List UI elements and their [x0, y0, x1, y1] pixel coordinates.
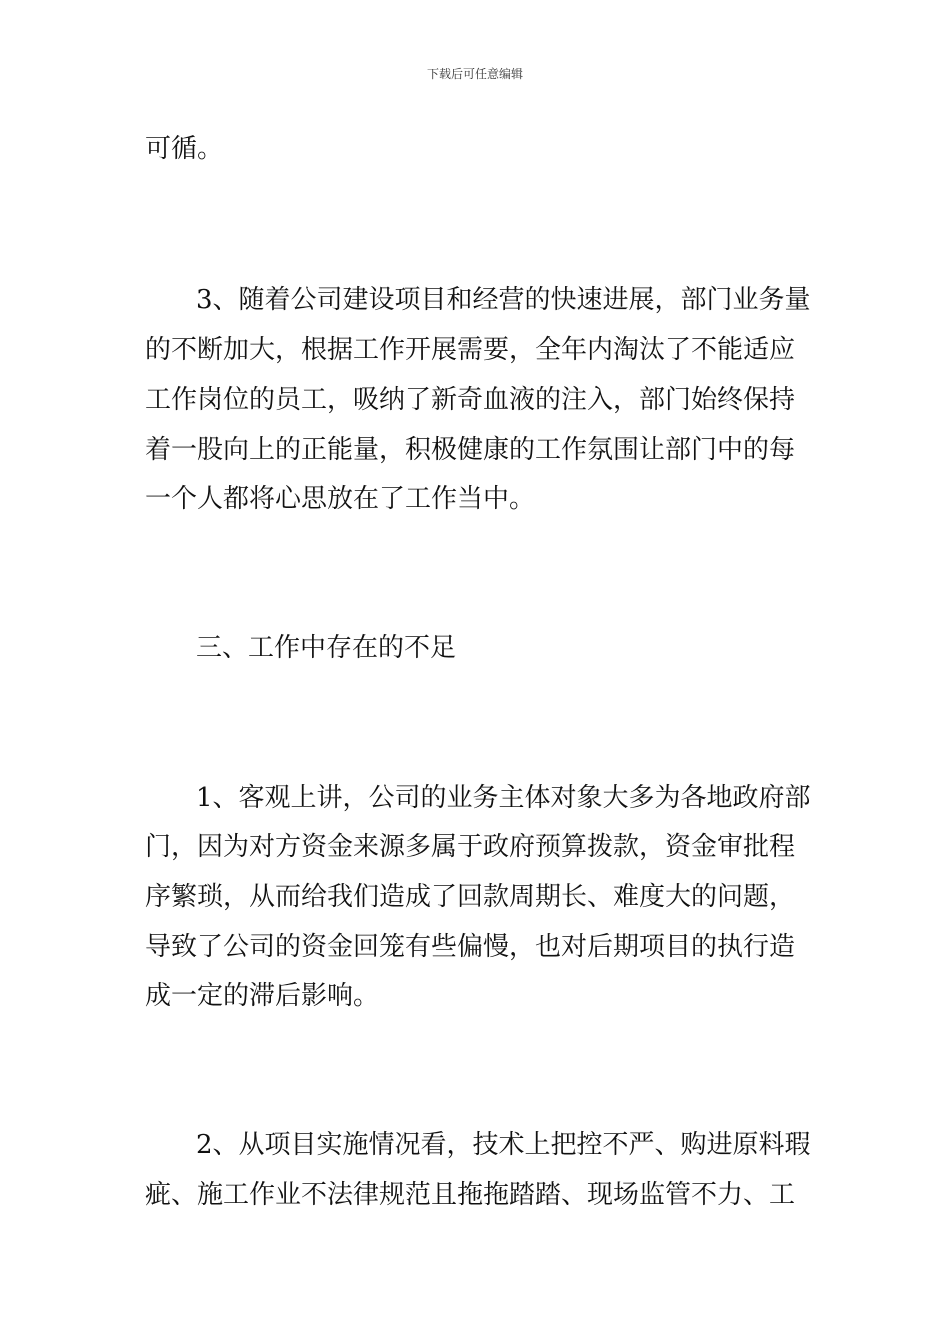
page-header: 下载后可任意编辑	[426, 67, 523, 81]
paragraph-shortfall-1-line-4: 导致了公司的资金回笼有些偏慢，也对后期项目的执行造	[145, 932, 796, 962]
paragraph-shortfall-1-line-3: 序繁琐，从而给我们造成了回款周期长、难度大的问题，	[145, 882, 796, 912]
paragraph-point-3-line-2: 的不断加大，根据工作开展需要，全年内淘汰了不能适应	[145, 335, 796, 365]
paragraph-shortfall-2-line-1: 2、从项目实施情况看，技术上把控不严、购进原料瑕	[196, 1130, 811, 1160]
paragraph-shortfall-1-line-1: 1、客观上讲，公司的业务主体对象大多为各地政府部	[196, 783, 811, 813]
paragraph-point-3-line-5: 一个人都将心思放在了工作当中。	[145, 484, 536, 514]
paragraph-point-3-line-4: 着一股向上的正能量，积极健康的工作氛围让部门中的每	[145, 435, 796, 465]
paragraph-point-3-line-3: 工作岗位的员工，吸纳了新奇血液的注入，部门始终保持	[145, 385, 796, 415]
section-heading: 三、工作中存在的不足	[196, 633, 457, 663]
paragraph-shortfall-1-line-2: 门，因为对方资金来源多属于政府预算拨款，资金审批程	[145, 832, 796, 862]
paragraph-point-3-line-1: 3、随着公司建设项目和经营的快速进展，部门业务量	[196, 285, 811, 315]
paragraph-shortfall-1-line-5: 成一定的滞后影响。	[145, 981, 380, 1011]
paragraph-continuation-line: 可循。	[145, 134, 224, 164]
paragraph-shortfall-2-line-2: 疵、施工作业不法律规范且拖拖踏踏、现场监管不力、工	[145, 1180, 796, 1210]
